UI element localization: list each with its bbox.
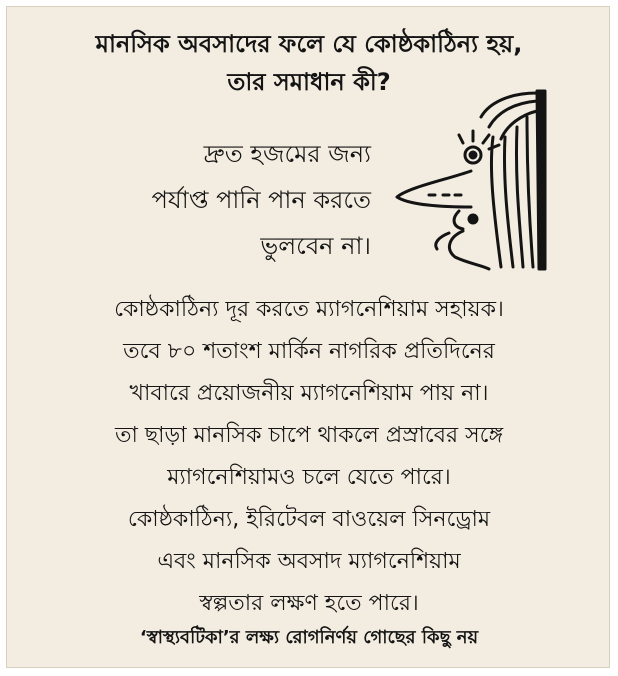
tip-text [117, 131, 371, 269]
tip-line: ভুলবেন না। [260, 232, 371, 260]
body-line: কোষ্ঠকাঠিন্য দূর করতে ম্যাগনেশিয়াম সহায়ক। [114, 297, 504, 322]
body-line: ম্যাগনেশিয়ামও চলে যেতে পারে। [167, 465, 451, 490]
tip-line: পর্যাপ্ত পানি পান করতে [151, 186, 371, 214]
tip-line: দ্রুত হজমের জন্য [203, 140, 371, 168]
body-text [15, 289, 603, 625]
footer-disclaimer: ‘স্বাস্থ্যবটিকা’র লক্ষ্য রোগনির্ণয় গোছের কিছু নয় [139, 627, 479, 648]
body-line: তবে ৮০ শতাংশ মার্কিন নাগরিক প্রতিদিনের [123, 339, 495, 364]
info-card [6, 6, 610, 668]
body-line: স্বল্পতার লক্ষণ হতে পারে। [199, 591, 419, 616]
body-line: খাবারে প্রয়োজনীয় ম্যাগনেশিয়াম পায় না। [129, 381, 489, 406]
cartoon-face-icon [389, 87, 559, 271]
body-line: তা ছাড়া মানসিক চাপে থাকলে প্রস্রাবের সঙ্গে [114, 423, 504, 448]
body-line: এবং মানসিক অবসাদ ম্যাগনেশিয়াম [157, 549, 461, 574]
headline-line: মানসিক অবসাদের ফলে যে কোষ্ঠকাঠিন্য হয়, [95, 30, 523, 58]
body-line: কোষ্ঠকাঠিন্য, ইরিটেবল বাওয়েল সিনড্রোম [127, 507, 491, 532]
headline-line: তার সমাধান কী? [227, 68, 391, 96]
